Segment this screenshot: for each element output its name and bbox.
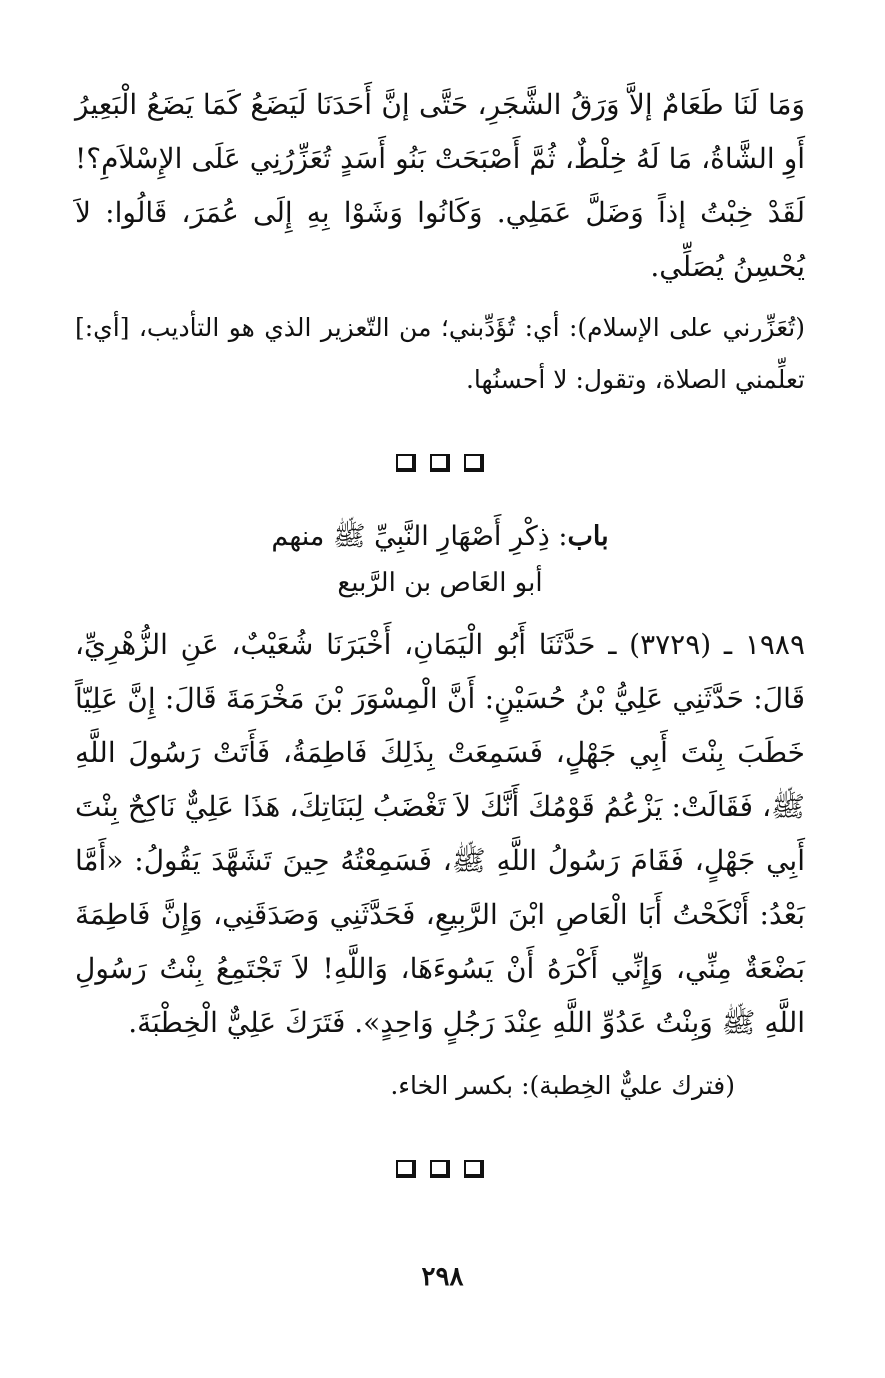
chapter-heading xyxy=(75,514,805,560)
section-separator xyxy=(75,1160,805,1178)
square-outline-icon xyxy=(396,1160,416,1178)
section-separator xyxy=(75,454,805,472)
chapter-label: باب xyxy=(567,521,609,552)
top-passage-note: (تُعَزِّرني على الإسلام): أي: تُؤَدِّبني؛ من التّعزير الذي هو التأديب، [أي:] تعلِّمني الصلاة، وتقول: لا أحسنُها. xyxy=(75,313,805,394)
book-page xyxy=(75,78,805,1178)
page-number: ٢٩٨ xyxy=(421,1262,464,1292)
chapter-subtitle: أبو العَاص بن الرَّبيع xyxy=(337,568,543,598)
square-outline-icon xyxy=(464,1160,484,1178)
hadith-note: (فترك عليٌّ الخِطبة): بكسر الخاء. xyxy=(390,1071,735,1100)
chapter-title: : ذِكْرِ أَصْهَارِ النَّبِيِّ ﷺ منهم xyxy=(271,521,568,552)
square-outline-icon xyxy=(430,454,450,472)
hadith-text: ١٩٨٩ ـ (٣٧٢٩) ـ حَدَّثَنَا أَبُو الْيَمَانِ، أَخْبَرَنَا شُعَيْبٌ، عَنِ الزُّهْرِيِّ، قَالَ: حَدَّثَنِي عَلِيُّ بْنُ حُسَيْنٍ: أَنَّ الْمِسْوَرَ بْنَ مَخْرَمَةَ قَالَ: إِنَّ عَلِيّاً خَطَبَ بِنْتَ أَبِي جَهْلٍ، فَسَمِعَتْ بِذَلِكَ فَاطِمَةُ، فَأَتَتْ رَسُولَ اللَّهِ ﷺ، فَقَالَتْ: يَزْعُمُ قَوْمُكَ أَنَّكَ لاَ تَغْضَبُ لِبَنَاتِكَ، هَذَا عَلِيٌّ نَاكِحٌ بِنْتَ أَبِي جَهْلٍ، فَقَامَ رَسُولُ اللَّهِ ﷺ، فَسَمِعْتُهُ حِينَ تَشَهَّدَ يَقُولُ: «أَمَّا بَعْدُ: أَنْكَحْتُ أَبَا الْعَاصِ ابْنَ الرَّبِيعِ، فَحَدَّثَنِي وَصَدَقَنِي، وَإِنَّ فَاطِمَةَ بَضْعَةٌ مِنِّي، وَإِنِّي أَكْرَهُ أَنْ يَسُوءَهَا، وَاللَّهِ! لاَ تَجْتَمِعُ بِنْتُ رَسُولِ اللَّهِ ﷺ وَبِنْتُ عَدُوِّ اللَّهِ عِنْدَ رَجُلٍ وَاحِدٍ». فَتَرَكَ عَلِيٌّ الْخِطْبَةَ. xyxy=(75,628,805,1039)
square-outline-icon xyxy=(464,454,484,472)
square-outline-icon xyxy=(430,1160,450,1178)
top-passage-text: وَمَا لَنَا طَعَامٌ إلاَّ وَرَقُ الشَّجَرِ، حَتَّى إنَّ أَحَدَنَا لَيَضَعُ كَمَا يَضَعُ الْبَعِيرُ أَوِ الشَّاةُ، مَا لَهُ خِلْطٌ، ثُمَّ أَصْبَحَتْ بَنُو أَسَدٍ تُعَزِّرُنِي عَلَى الإِسْلاَمِ؟! لَقَدْ خِبْتُ إذاً وَضَلَّ عَمَلِي. وَكَانُوا وَشَوْا بِهِ إِلَى عُمَرَ، قَالُوا: لاَ يُحْسِنُ يُصَلِّي. xyxy=(75,88,805,283)
square-outline-icon xyxy=(396,454,416,472)
